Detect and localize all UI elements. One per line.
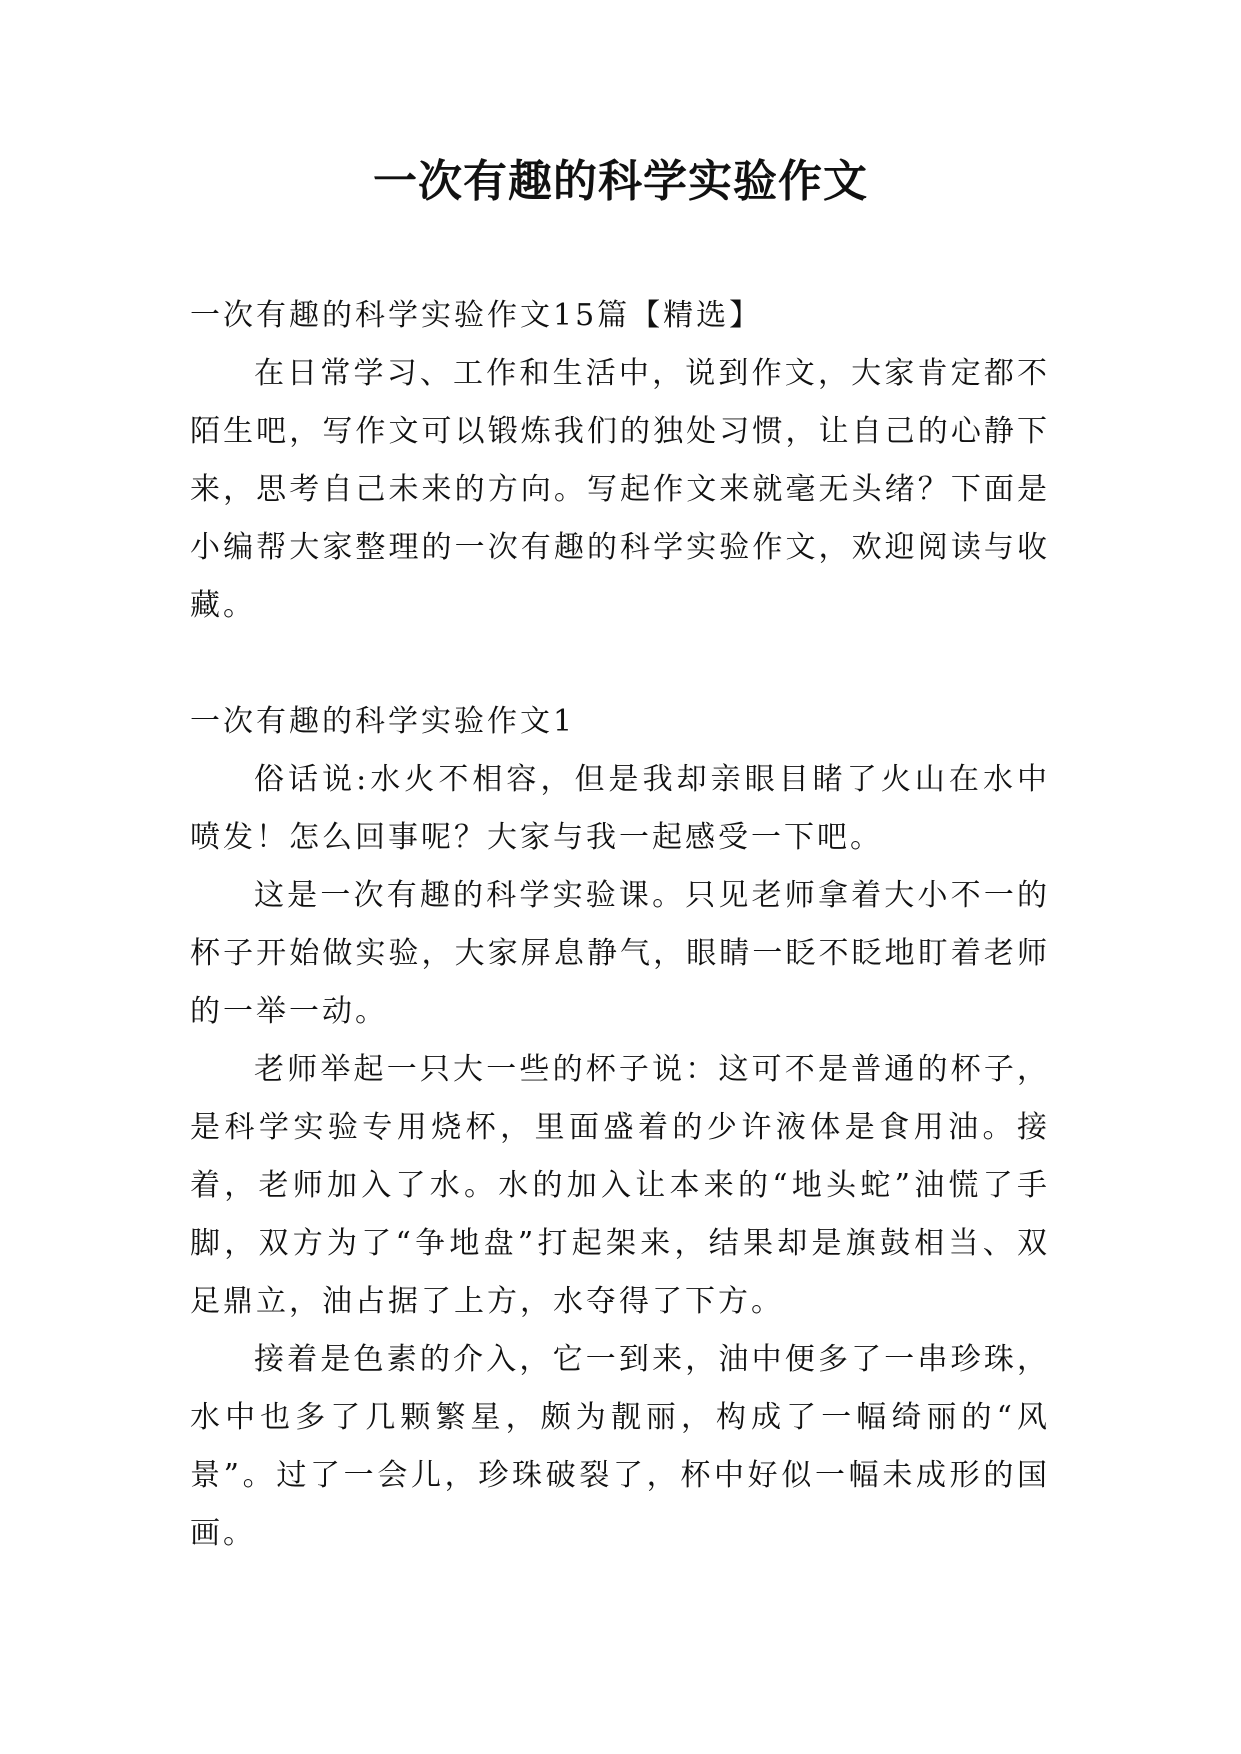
- document-body: [190, 287, 1050, 1563]
- document-subtitle: 一次有趣的科学实验作文15篇【精选】: [190, 298, 763, 333]
- document-title: 一次有趣的科学实验作文: [373, 156, 868, 207]
- body-paragraph: 老师举起一只大一些的杯子说：这可不是普通的杯子，是科学实验专用烧杯，里面盛着的少许液体是食用油。接着，老师加入了水。水的加入让本来的“地头蛇”油慌了手脚，双方为了“争地盘”打起架来，结果却是旗鼓相当、双足鼎立，油占据了上方，水夺得了下方。: [190, 1052, 1050, 1319]
- section-heading: 一次有趣的科学实验作文1: [190, 704, 576, 739]
- section-spacer: [190, 635, 1050, 693]
- intro-paragraph: 在日常学习、工作和生活中，说到作文，大家肯定都不陌生吧，写作文可以锻炼我们的独处习惯，让自己的心静下来，思考自己未来的方向。写起作文来就毫无头绪？下面是小编帮大家整理的一次有趣的科学实验作文，欢迎阅读与收藏。: [190, 356, 1050, 623]
- body-paragraph: 这是一次有趣的科学实验课。只见老师拿着大小不一的杯子开始做实验，大家屏息静气，眼睛一眨不眨地盯着老师的一举一动。: [190, 878, 1050, 1029]
- body-paragraph: 俗话说:水火不相容，但是我却亲眼目睹了火山在水中喷发！怎么回事呢？大家与我一起感受一下吧。: [190, 762, 1050, 855]
- body-paragraph: 接着是色素的介入，它一到来，油中便多了一串珍珠，水中也多了几颗繁星，颇为靓丽，构成了一幅绮丽的“风景”。过了一会儿，珍珠破裂了，杯中好似一幅未成形的国画。: [190, 1342, 1050, 1551]
